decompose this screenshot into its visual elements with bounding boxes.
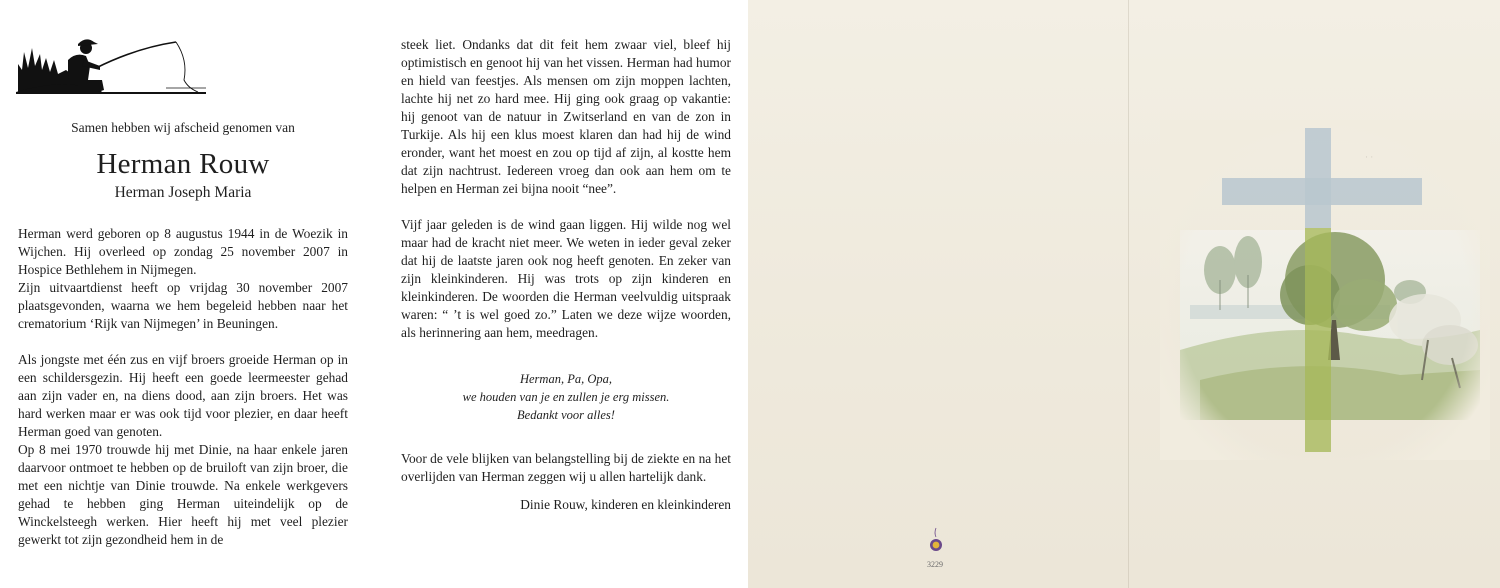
obituary-paragraph: Als jongste met één zus en vijf broers groeide Herman op in een schildersgezin. Hij heeft een goede leermeester gehad aan zijn vader en, na diens dood, aan zijn broers. Het was hard werken maar er was ook tijd voor plezier, en daar heeft Herman goed van genoten. [18, 352, 348, 439]
printer-emblem-icon [928, 527, 944, 555]
obituary-right-column [401, 36, 731, 514]
fisherman-silhouette-icon [16, 30, 206, 102]
intro-line: Samen hebben wij afscheid genomen van [71, 120, 295, 135]
obituary-paragraph: Op 8 mei 1970 trouwde hij met Dinie, na haar enkele jaren daarvoor ontmoet te hebben op de bruiloft van zijn broer, die met een nichtje van Dinie trouwde. Na enkele werkgevers gehad te hebben ging Herman uiteindelijk op de Winckelsteegh werken. Hier heeft hij met veel plezier gewerkt tot zijn gezondheid hem in de [18, 442, 348, 547]
obituary-paragraph: Zijn uitvaartdienst heeft op vrijdag 30 november 2007 plaatsgevonden, waarna we hem begeleid hebben naar het crematorium ‘Rijk van Nijmegen’ in Beuningen. [18, 280, 348, 331]
poem-line: Herman, Pa, Opa, [519, 372, 612, 386]
obituary-paragraph: Herman werd geboren op 8 augustus 1944 in de Woezik in Wijchen. Hij overleed op zondag 25 november 2007 in Hospice Bethlehem in Nijmegen. [18, 226, 348, 277]
poem-line: we houden van je en zullen je erg missen. [462, 390, 670, 404]
obituary-paragraph: Vijf jaar geleden is de wind gaan liggen. Hij wilde nog wel maar had de kracht niet meer. We weten in ieder geval zeker dat hij de laatste jaren ook nog heeft genoten. En zeker van zijn kleinkinderen. Hij was trots op zijn kinderen en kleinkinderen. De woorden die Herman veelvuldig uitspraak waren: “ ’t is wel goed zo.” Laten we deze wijze woorden, als herinnering aan hem, meedragen. [401, 217, 731, 340]
obituary-left-column [18, 225, 348, 549]
card-fold-line [1128, 0, 1129, 588]
obituary-paragraph: steek liet. Ondanks dat dit feit hem zwaar viel, bleef hij optimistisch en genoot hij van het vissen. Herman had humor en hield van feestjes. Als mensen om zijn moppen lachten, lachte hij net zo hard mee. Hij ging ook graag op vakantie: hij genoot van de natuur in Zwitserland en van de zon in Turkije. Als hij een klus moest klaren dan had hij de wind eronder, want het moest en zou op tijd af zijn, al kostte hem dat zijn nachtrust. Iedereen vroeg dan ook aan hem om te helpen en Herman zei bijna nooit “nee”. [401, 37, 731, 196]
signature: Dinie Rouw, kinderen en kleinkinderen [520, 497, 731, 512]
deceased-name: Herman Rouw [96, 148, 270, 180]
print-number: 3229 [927, 560, 943, 569]
thanks-text: Voor de vele blijken van belangstelling bij de ziekte en na het overlijden van Herman zeggen wij u allen hartelijk dank. [401, 451, 731, 484]
cross-landscape-image [1160, 120, 1490, 460]
deceased-full-name: Herman Joseph Maria [114, 184, 252, 201]
poem-line: Bedankt voor alles! [517, 408, 615, 422]
